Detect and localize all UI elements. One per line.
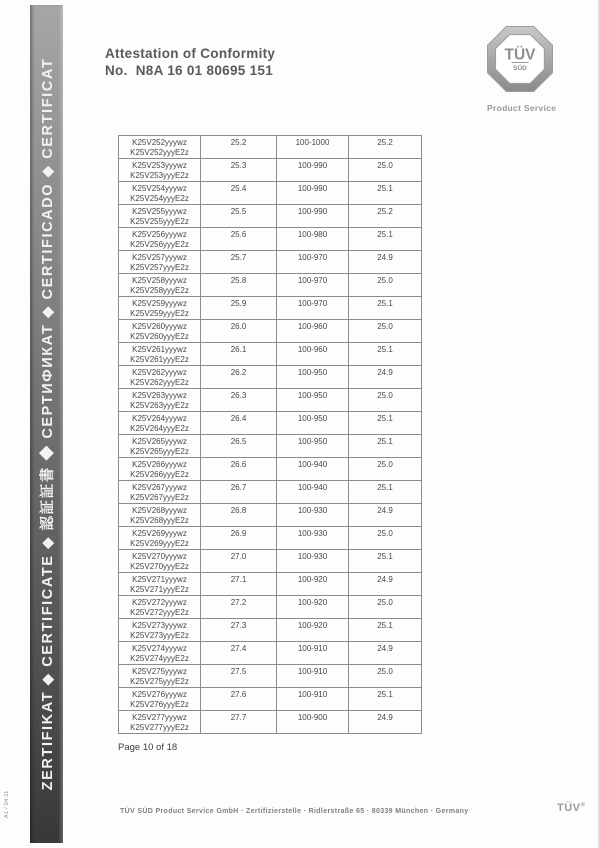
part-number-line2: K25V269yyyE2z [130, 538, 189, 548]
value2-cell: 25.2 [349, 136, 422, 159]
logo-sud-text: SÜD [513, 65, 527, 72]
table-row [119, 596, 422, 619]
value2-cell: 24.9 [349, 573, 422, 596]
table-row [119, 159, 422, 182]
part-numbers-cell [119, 182, 201, 205]
part-number-line1: K25V258yyywz [132, 276, 187, 285]
margin-note: A1 / 04.11 [4, 790, 10, 818]
part-number-line1: K25V268yyywz [132, 506, 187, 515]
part-number-line2: K25V274yyyE2z [130, 653, 189, 663]
table-row [119, 619, 422, 642]
table-row [119, 182, 422, 205]
range-cell: 100-940 [277, 481, 349, 504]
part-number-line2: K25V260yyyE2z [130, 331, 189, 341]
part-number-line1: K25V275yyywz [132, 667, 187, 676]
part-number-line1: K25V276yyywz [132, 690, 187, 699]
part-numbers-cell [119, 389, 201, 412]
part-number-line1: K25V271yyywz [132, 575, 187, 584]
part-number-line1: K25V253yyywz [132, 161, 187, 170]
value1-cell: 27.5 [201, 665, 277, 688]
value2-cell: 24.9 [349, 711, 422, 734]
part-number-line2: K25V253yyyE2z [130, 170, 189, 180]
certificate-language-banner [30, 5, 63, 843]
value2-cell: 25.1 [349, 550, 422, 573]
range-cell: 100-980 [277, 228, 349, 251]
part-numbers-cell [119, 711, 201, 734]
part-numbers-cell [119, 412, 201, 435]
range-cell: 100-960 [277, 320, 349, 343]
part-number-line2: K25V257yyyE2z [130, 262, 189, 272]
footer-address: TÜV SÜD Product Service GmbH · Zertifizierstelle · Ridlerstraße 65 · 80339 München · Germany [120, 808, 469, 815]
table-row [119, 642, 422, 665]
value2-cell: 24.9 [349, 642, 422, 665]
part-numbers-cell [119, 458, 201, 481]
value1-cell: 27.3 [201, 619, 277, 642]
range-cell: 100-1000 [277, 136, 349, 159]
range-cell: 100-960 [277, 343, 349, 366]
part-number-line1: K25V265yyywz [132, 437, 187, 446]
range-cell: 100-950 [277, 435, 349, 458]
part-number-line1: K25V254yyywz [132, 184, 187, 193]
part-numbers-cell [119, 527, 201, 550]
part-numbers-cell [119, 205, 201, 228]
part-numbers-cell [119, 136, 201, 159]
part-number-line2: K25V267yyyE2z [130, 492, 189, 502]
table-row [119, 527, 422, 550]
value1-cell: 26.2 [201, 366, 277, 389]
part-number-line1: K25V255yyywz [132, 207, 187, 216]
part-number-line2: K25V266yyyE2z [130, 469, 189, 479]
table-row [119, 550, 422, 573]
part-number-line1: K25V272yyywz [132, 598, 187, 607]
part-number-line1: K25V273yyywz [132, 621, 187, 630]
value2-cell: 25.0 [349, 596, 422, 619]
table-row [119, 481, 422, 504]
logo-tuv-text: TÜV [504, 46, 536, 64]
part-number-line1: K25V263yyywz [132, 391, 187, 400]
range-cell: 100-920 [277, 573, 349, 596]
range-cell: 100-910 [277, 688, 349, 711]
part-numbers-cell [119, 665, 201, 688]
value1-cell: 25.9 [201, 297, 277, 320]
value2-cell: 25.0 [349, 665, 422, 688]
part-number-line2: K25V272yyyE2z [130, 607, 189, 617]
part-number-line1: K25V269yyywz [132, 529, 187, 538]
range-cell: 100-970 [277, 251, 349, 274]
table-row [119, 412, 422, 435]
part-numbers-cell [119, 481, 201, 504]
part-numbers-cell [119, 159, 201, 182]
value2-cell: 25.1 [349, 481, 422, 504]
range-cell: 100-970 [277, 297, 349, 320]
value2-cell: 25.0 [349, 159, 422, 182]
part-number-line2: K25V259yyyE2z [130, 308, 189, 318]
part-number-line2: K25V252yyyE2z [130, 147, 189, 157]
table-row [119, 320, 422, 343]
value1-cell: 27.7 [201, 711, 277, 734]
part-numbers-cell [119, 435, 201, 458]
part-numbers-cell [119, 550, 201, 573]
table-row [119, 665, 422, 688]
value2-cell: 25.0 [349, 389, 422, 412]
value2-cell: 25.2 [349, 205, 422, 228]
part-number-line2: K25V270yyyE2z [130, 561, 189, 571]
value2-cell: 24.9 [349, 504, 422, 527]
range-cell: 100-950 [277, 412, 349, 435]
document-title: Attestation of Conformity [105, 46, 276, 61]
value2-cell: 25.0 [349, 320, 422, 343]
value1-cell: 27.0 [201, 550, 277, 573]
part-numbers-cell [119, 251, 201, 274]
part-number-line1: K25V252yyywz [132, 138, 187, 147]
value2-cell: 25.0 [349, 527, 422, 550]
tuv-wordmark [557, 802, 585, 814]
value2-cell: 25.1 [349, 619, 422, 642]
range-cell: 100-920 [277, 619, 349, 642]
value1-cell: 26.4 [201, 412, 277, 435]
table-row [119, 343, 422, 366]
value2-cell: 25.0 [349, 458, 422, 481]
range-cell: 100-940 [277, 458, 349, 481]
value2-cell: 24.9 [349, 366, 422, 389]
range-cell: 100-950 [277, 366, 349, 389]
table-row [119, 366, 422, 389]
value1-cell: 25.5 [201, 205, 277, 228]
value1-cell: 25.6 [201, 228, 277, 251]
part-number-line2: K25V276yyyE2z [130, 699, 189, 709]
range-cell: 100-930 [277, 550, 349, 573]
part-numbers-cell [119, 274, 201, 297]
part-number-line2: K25V256yyyE2z [130, 239, 189, 249]
value1-cell: 26.6 [201, 458, 277, 481]
part-number-line2: K25V258yyyE2z [130, 285, 189, 295]
value2-cell: 25.1 [349, 343, 422, 366]
table-row [119, 688, 422, 711]
value1-cell: 25.8 [201, 274, 277, 297]
part-numbers-cell [119, 504, 201, 527]
part-number-line2: K25V261yyyE2z [130, 354, 189, 364]
table-row [119, 136, 422, 159]
value1-cell: 27.6 [201, 688, 277, 711]
part-numbers-cell [119, 228, 201, 251]
part-number-line2: K25V255yyyE2z [130, 216, 189, 226]
table-row [119, 297, 422, 320]
value1-cell: 26.9 [201, 527, 277, 550]
range-cell: 100-950 [277, 389, 349, 412]
value1-cell: 27.1 [201, 573, 277, 596]
value1-cell: 26.1 [201, 343, 277, 366]
part-numbers-cell [119, 573, 201, 596]
range-cell: 100-910 [277, 642, 349, 665]
tuv-sud-logo [487, 26, 557, 113]
part-number-line1: K25V267yyywz [132, 483, 187, 492]
part-number-line2: K25V264yyyE2z [130, 423, 189, 433]
value2-cell: 25.1 [349, 228, 422, 251]
table-row [119, 228, 422, 251]
part-number-line2: K25V262yyyE2z [130, 377, 189, 387]
part-number-line1: K25V264yyywz [132, 414, 187, 423]
range-cell: 100-910 [277, 665, 349, 688]
value1-cell: 25.7 [201, 251, 277, 274]
value2-cell: 25.1 [349, 435, 422, 458]
part-number-line1: K25V266yyywz [132, 460, 187, 469]
certificate-language-banner-text: ZERTIFIKAT ◆ CERTIFICATE ◆ 認証証書 ◆ СЕРТИФИКАТ ◆ CERTIFICADO ◆ CERTIFICAT [40, 57, 56, 791]
range-cell: 100-970 [277, 274, 349, 297]
part-number-line1: K25V262yyywz [132, 368, 187, 377]
part-number-line2: K25V277yyyE2z [130, 722, 189, 732]
value2-cell: 24.9 [349, 251, 422, 274]
range-cell: 100-990 [277, 159, 349, 182]
document-header [105, 46, 275, 78]
part-number-line2: K25V268yyyE2z [130, 515, 189, 525]
part-number-line2: K25V254yyyE2z [130, 193, 189, 203]
range-cell: 100-930 [277, 527, 349, 550]
value1-cell: 27.4 [201, 642, 277, 665]
value1-cell: 27.2 [201, 596, 277, 619]
part-numbers-cell [119, 619, 201, 642]
value1-cell: 26.7 [201, 481, 277, 504]
part-number-line1: K25V270yyywz [132, 552, 187, 561]
value1-cell: 26.8 [201, 504, 277, 527]
part-number-line2: K25V263yyyE2z [130, 400, 189, 410]
registered-trademark-symbol: ® [580, 802, 586, 809]
table-row [119, 251, 422, 274]
range-cell: 100-920 [277, 596, 349, 619]
table-row [119, 274, 422, 297]
part-numbers-cell [119, 343, 201, 366]
table-row [119, 458, 422, 481]
part-number-line1: K25V277yyywz [132, 713, 187, 722]
range-cell: 100-990 [277, 205, 349, 228]
value2-cell: 25.0 [349, 274, 422, 297]
table-row [119, 389, 422, 412]
value1-cell: 26.3 [201, 389, 277, 412]
logo-caption: Product Service [487, 103, 557, 113]
value1-cell: 26.5 [201, 435, 277, 458]
table-row [119, 573, 422, 596]
value2-cell: 25.1 [349, 297, 422, 320]
tuv-wordmark-text: TÜV [557, 802, 581, 814]
value2-cell: 25.1 [349, 412, 422, 435]
table-row [119, 205, 422, 228]
range-cell: 100-990 [277, 182, 349, 205]
part-number-line1: K25V261yyywz [132, 345, 187, 354]
part-number-line1: K25V259yyywz [132, 299, 187, 308]
conformity-table-body [119, 136, 422, 734]
part-number-line1: K25V274yyywz [132, 644, 187, 653]
tuv-sud-octagon-icon [487, 26, 553, 92]
part-numbers-cell [119, 320, 201, 343]
part-number-line1: K25V257yyywz [132, 253, 187, 262]
part-numbers-cell [119, 642, 201, 665]
conformity-values-table [118, 135, 422, 734]
range-cell: 100-930 [277, 504, 349, 527]
range-cell: 100-900 [277, 711, 349, 734]
certificate-number: No. N8A 16 01 80695 151 [105, 63, 274, 78]
part-numbers-cell [119, 297, 201, 320]
value2-cell: 25.1 [349, 182, 422, 205]
part-numbers-cell [119, 688, 201, 711]
page-indicator: Page 10 of 18 [118, 742, 178, 753]
part-numbers-cell [119, 366, 201, 389]
table-row [119, 435, 422, 458]
table-row [119, 711, 422, 734]
part-number-line1: K25V256yyywz [132, 230, 187, 239]
part-numbers-cell [119, 596, 201, 619]
part-number-line2: K25V275yyyE2z [130, 676, 189, 686]
value1-cell: 25.4 [201, 182, 277, 205]
value2-cell: 25.1 [349, 688, 422, 711]
part-number-line1: K25V260yyywz [132, 322, 187, 331]
table-row [119, 504, 422, 527]
part-number-line2: K25V271yyyE2z [130, 584, 189, 594]
value1-cell: 25.3 [201, 159, 277, 182]
part-number-line2: K25V265yyyE2z [130, 446, 189, 456]
part-number-line2: K25V273yyyE2z [130, 630, 189, 640]
value1-cell: 25.2 [201, 136, 277, 159]
value1-cell: 26.0 [201, 320, 277, 343]
